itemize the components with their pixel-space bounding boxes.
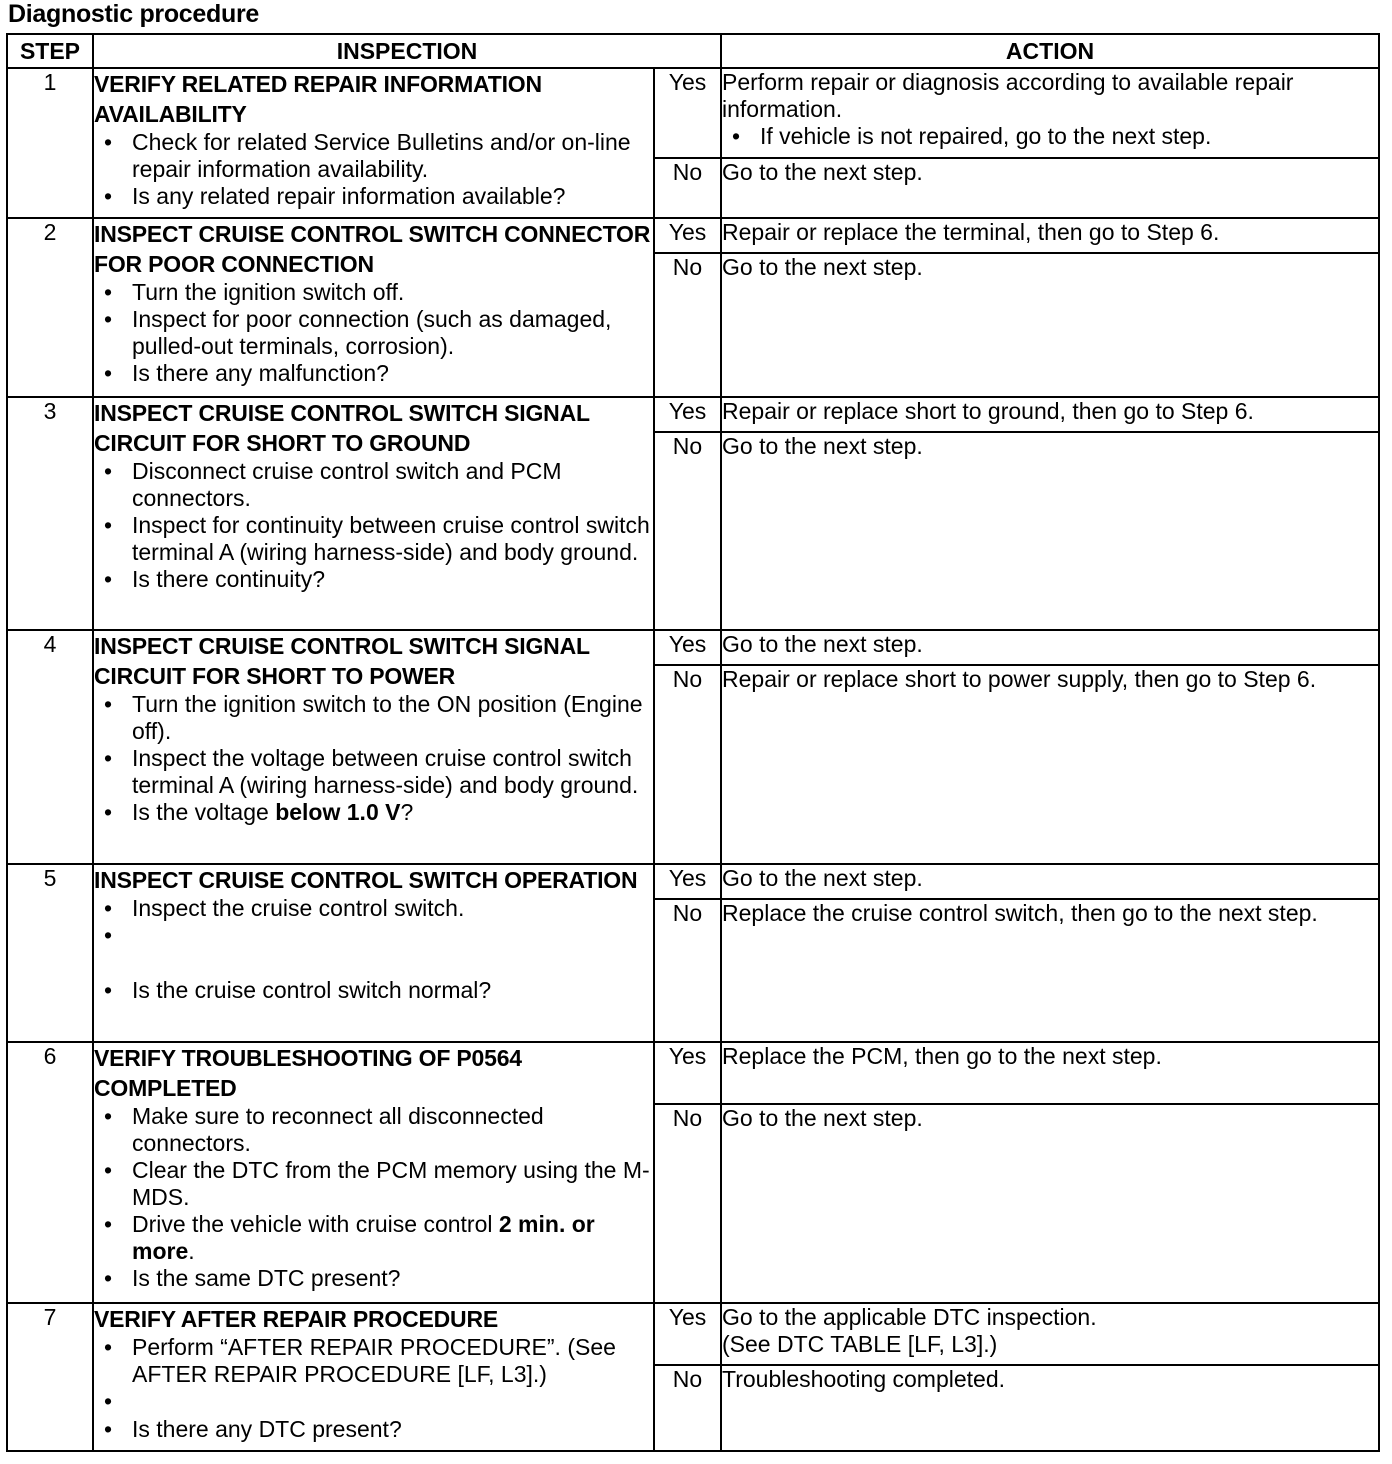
inspection-cell xyxy=(93,218,654,396)
no-label: No xyxy=(654,253,721,396)
inspection-cell xyxy=(93,1042,654,1303)
table-row xyxy=(7,68,1379,158)
inspection-title: INSPECT CRUISE CONTROL SWITCH SIGNAL CIRCUIT FOR SHORT TO GROUND xyxy=(94,399,590,456)
step-number: 5 xyxy=(7,864,93,1042)
inspection-title: VERIFY RELATED REPAIR INFORMATION AVAILABILITY xyxy=(94,71,542,128)
inspection-title: INSPECT CRUISE CONTROL SWITCH OPERATION xyxy=(94,866,638,893)
table-row xyxy=(7,630,1379,665)
yes-action: Go to the next step. xyxy=(721,864,1379,899)
yes-label: Yes xyxy=(654,397,721,432)
no-action: Go to the next step. xyxy=(721,432,1379,630)
no-action: Go to the next step. xyxy=(721,253,1379,396)
inspection-bullet: • Clear the DTC from the PCM memory using the M-MDS. xyxy=(94,1157,653,1211)
no-action: Go to the next step. xyxy=(721,158,1379,218)
table-header-row xyxy=(7,34,1379,68)
yes-action: Go to the next step. xyxy=(721,630,1379,665)
yes-action: Replace the PCM, then go to the next step. xyxy=(721,1042,1379,1104)
yes-label: Yes xyxy=(654,630,721,665)
inspection-title: INSPECT CRUISE CONTROL SWITCH CONNECTOR FOR POOR CONNECTION xyxy=(94,221,651,278)
yes-action: Go to the applicable DTC inspection. xyxy=(722,1303,1097,1330)
inspection-bullet xyxy=(94,799,653,826)
bullet-emphasis: below 1.0 V xyxy=(275,799,401,826)
yes-label: Yes xyxy=(654,218,721,253)
inspection-cell xyxy=(93,630,654,863)
inspection-bullet: • Check for related Service Bulletins and/or on-line repair information availability. xyxy=(94,129,653,183)
bullet-text: Drive the vehicle with cruise control xyxy=(132,1211,499,1238)
step-number: 2 xyxy=(7,218,93,396)
inspection-title: VERIFY TROUBLESHOOTING OF P0564 COMPLETED xyxy=(94,1045,522,1102)
bullet-text: Is the voltage xyxy=(132,799,276,826)
inspection-bullet: • Is there continuity? xyxy=(94,566,653,593)
step-number: 4 xyxy=(7,630,93,863)
header-step: STEP xyxy=(7,34,93,68)
inspection-bullet: • Perform “AFTER REPAIR PROCEDURE”. (See AFTER REPAIR PROCEDURE [LF, L3].) xyxy=(94,1334,653,1388)
inspection-bullet: • Inspect the voltage between cruise control switch terminal A (wiring harness-side) and body ground. xyxy=(94,745,653,799)
yes-action-reference: (See DTC TABLE [LF, L3].) xyxy=(722,1330,998,1357)
no-label: No xyxy=(654,899,721,1042)
inspection-bullet: • Turn the ignition switch off. xyxy=(94,279,653,306)
bullet-text: ? xyxy=(400,799,414,826)
inspection-bullet: • Is any related repair information available? xyxy=(94,183,653,210)
inspection-bullet: • Is there any malfunction? xyxy=(94,360,653,387)
table-row xyxy=(7,218,1379,253)
no-label: No xyxy=(654,1104,721,1302)
table-row xyxy=(7,1042,1379,1104)
inspection-bullet: • Inspect for continuity between cruise control switch terminal A (wiring harness-side) and body ground. xyxy=(94,512,653,566)
inspection-title: INSPECT CRUISE CONTROL SWITCH SIGNAL CIRCUIT FOR SHORT TO POWER xyxy=(94,633,590,690)
inspection-bullet: • Inspect the cruise control switch. xyxy=(94,895,653,922)
inspection-title: VERIFY AFTER REPAIR PROCEDURE xyxy=(94,1305,498,1332)
bullet-text: . xyxy=(188,1238,195,1265)
diagnostic-table xyxy=(6,33,1380,1452)
yes-action: Repair or replace the terminal, then go to Step 6. xyxy=(721,218,1379,253)
action-bullet: • If vehicle is not repaired, go to the next step. xyxy=(722,123,1378,150)
yes-label: Yes xyxy=(654,1303,721,1365)
inspection-bullet: • Turn the ignition switch to the ON position (Engine off). xyxy=(94,691,653,745)
table-row xyxy=(7,864,1379,899)
yes-action-cell xyxy=(721,1303,1379,1365)
header-inspection: INSPECTION xyxy=(93,34,721,68)
blank-spacer xyxy=(94,922,653,977)
no-label: No xyxy=(654,432,721,630)
table-row xyxy=(7,397,1379,432)
inspection-cell xyxy=(93,397,654,630)
step-number: 3 xyxy=(7,397,93,630)
yes-action-cell xyxy=(721,68,1379,158)
yes-label: Yes xyxy=(654,68,721,158)
inspection-bullet: • Is the cruise control switch normal? xyxy=(94,977,653,1004)
inspection-bullet: • Is the same DTC present? xyxy=(94,1265,653,1292)
bullet-emphasis: 2 min. or more xyxy=(132,1211,595,1265)
header-action: ACTION xyxy=(721,34,1379,68)
blank-spacer xyxy=(94,1388,653,1416)
no-action: Troubleshooting completed. xyxy=(721,1365,1379,1451)
inspection-bullet: • Is there any DTC present? xyxy=(94,1416,653,1443)
no-label: No xyxy=(654,665,721,863)
step-number: 7 xyxy=(7,1303,93,1451)
step-number: 6 xyxy=(7,1042,93,1303)
inspection-bullet: • Make sure to reconnect all disconnected connectors. xyxy=(94,1103,653,1157)
no-action: Replace the cruise control switch, then go to the next step. xyxy=(721,899,1379,1042)
no-action: Repair or replace short to power supply, then go to Step 6. xyxy=(721,665,1379,863)
step-number: 1 xyxy=(7,68,93,218)
inspection-bullet: • Disconnect cruise control switch and PCM connectors. xyxy=(94,458,653,512)
yes-label: Yes xyxy=(654,1042,721,1104)
no-label: No xyxy=(654,158,721,218)
page-title: Diagnostic procedure xyxy=(8,0,259,28)
yes-action: Repair or replace short to ground, then go to Step 6. xyxy=(721,397,1379,432)
inspection-cell xyxy=(93,1303,654,1451)
yes-action: Perform repair or diagnosis according to available repair information. xyxy=(722,69,1294,123)
inspection-bullet xyxy=(94,1211,653,1265)
inspection-bullet: • Inspect for poor connection (such as damaged, pulled-out terminals, corrosion). xyxy=(94,306,653,360)
no-label: No xyxy=(654,1365,721,1451)
no-action: Go to the next step. xyxy=(721,1104,1379,1302)
inspection-cell xyxy=(93,864,654,1042)
yes-label: Yes xyxy=(654,864,721,899)
inspection-cell xyxy=(93,68,654,218)
table-row xyxy=(7,1303,1379,1365)
